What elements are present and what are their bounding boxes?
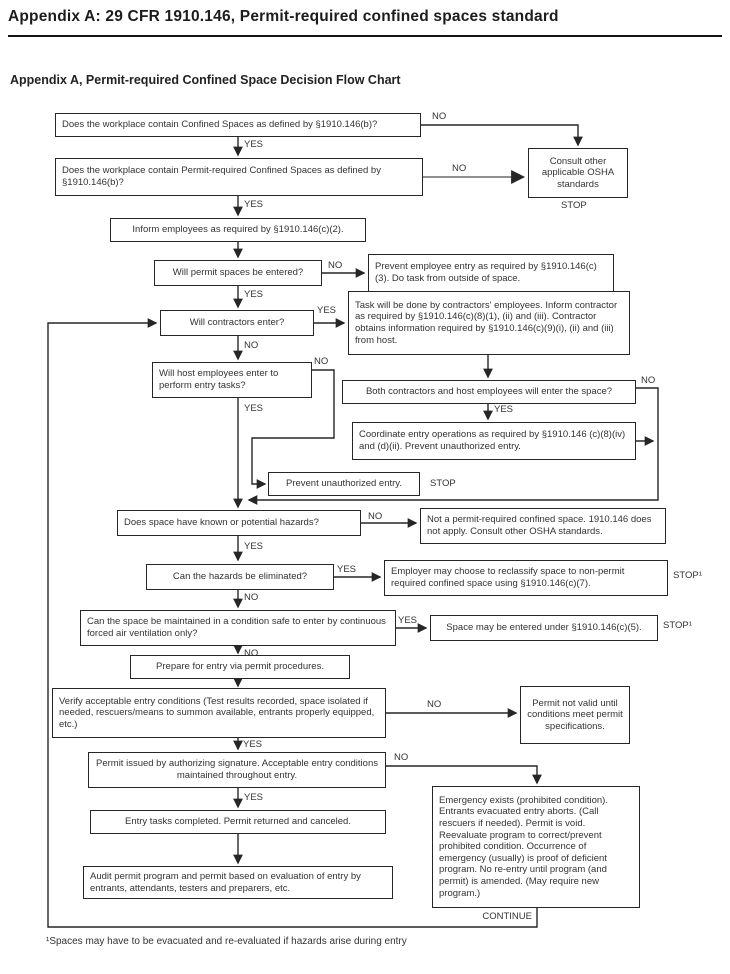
edge-label-no: NO — [328, 260, 343, 271]
node-not-permit-required: Not a permit-required confined space. 1910.146 does not apply. Consult other OSHA standards. — [420, 508, 666, 544]
edge-label-yes: YES — [317, 305, 337, 316]
edge-label-stop: STOP — [430, 478, 456, 489]
node-prevent-employee-entry: Prevent employee entry as required by §1910.146(c)(3). Do task from outside of space. — [368, 254, 614, 292]
edge-label-yes: YES — [244, 792, 264, 803]
node-q-permit-spaces-entered: Will permit spaces be entered? — [154, 260, 322, 286]
node-permit-not-valid: Permit not valid until conditions meet permit specifications. — [520, 686, 630, 744]
page-header — [8, 8, 722, 37]
node-entry-tasks-completed: Entry tasks completed. Permit returned and canceled. — [90, 810, 386, 834]
node-reclassify-non-permit: Employer may choose to reclassify space to non-permit required confined space using §1910.146(c)(7). — [384, 560, 668, 596]
edge-label-yes: YES — [244, 139, 264, 150]
edge-label-yes: YES — [398, 615, 418, 626]
footnote: ¹Spaces may have to be evacuated and re-evaluated if hazards arise during entry — [46, 936, 407, 947]
node-task-by-contractors: Task will be done by contractors' employees. Inform contractor as required by §1910.146(c)(8)(1), (ii) and (iii). Contractor obtains information required by §1910.146(c)(9)(i), (ii) and (iii) from host. — [348, 291, 630, 355]
node-q-hazards-eliminated: Can the hazards be eliminated? — [146, 564, 334, 590]
node-q-host-employees-enter: Will host employees enter to perform entry tasks? — [152, 362, 312, 398]
node-q-both-enter-space: Both contractors and host employees will enter the space? — [342, 380, 636, 404]
edge-label-no: NO — [244, 592, 259, 603]
edge-label-stop: STOP — [561, 200, 587, 211]
edge-label-no: NO — [314, 356, 329, 367]
node-space-entered-c5: Space may be entered under §1910.146(c)(5). — [430, 615, 658, 641]
edge-label-no: NO — [244, 648, 259, 659]
edge-label-no: NO — [427, 699, 442, 710]
node-consult-other-osha: Consult other applicable OSHA standards — [528, 148, 628, 198]
node-q-contractors-enter: Will contractors enter? — [160, 310, 314, 336]
edge-label-no: NO — [452, 163, 467, 174]
edge-label-yes: YES — [337, 564, 357, 575]
edge-label-continue: CONTINUE — [482, 911, 532, 922]
edge-label-yes: YES — [244, 289, 264, 300]
node-prepare-permit-procedures: Prepare for entry via permit procedures. — [130, 655, 350, 679]
edge-label-no: NO — [368, 511, 383, 522]
edge-label-yes: YES — [243, 739, 263, 750]
node-coordinate-entry: Coordinate entry operations as required by §1910.146 (c)(8)(iv) and (d)(ii). Prevent unauthorized entry. — [352, 422, 636, 460]
edge-label-no: NO — [244, 340, 259, 351]
node-prevent-unauthorized-entry: Prevent unauthorized entry. — [268, 472, 420, 496]
node-permit-issued: Permit issued by authorizing signature. Acceptable entry conditions maintained throughout entry. — [88, 752, 386, 788]
page-title: Appendix A: 29 CFR 1910.146, Permit-required confined spaces standard — [8, 8, 559, 25]
node-inform-employees: Inform employees as required by §1910.146(c)(2). — [110, 218, 366, 242]
node-emergency-exists: Emergency exists (prohibited condition). Entrants evacuated entry aborts. (Call rescuers if needed). Permit is void. Reevaluate program to correct/prevent prohibited condition. Occurrence of emergency (usually) is proof of deficient program. No re-entry until program (and permit) is amended. (May require new program.) — [432, 786, 640, 908]
edge-label-no: NO — [394, 752, 409, 763]
edge-label-stop1: STOP¹ — [663, 620, 692, 631]
edge-label-no: NO — [641, 375, 656, 386]
node-audit-permit-program: Audit permit program and permit based on evaluation of entry by entrants, attendants, testers and preparers, etc. — [83, 866, 393, 899]
chart-subtitle: Appendix A, Permit-required Confined Space Decision Flow Chart — [10, 73, 401, 87]
node-q-known-hazards: Does space have known or potential hazards? — [117, 510, 361, 536]
edge-label-no: NO — [432, 111, 447, 122]
edge-label-yes: YES — [244, 199, 264, 210]
edge-label-yes: YES — [494, 404, 514, 415]
edge-label-stop1: STOP¹ — [673, 570, 702, 581]
node-q-confined-spaces: Does the workplace contain Confined Spaces as defined by §1910.146(b)? — [55, 113, 421, 137]
node-q-permit-required-spaces: Does the workplace contain Permit-required Confined Spaces as defined by §1910.146(b)? — [55, 158, 423, 196]
edge-label-yes: YES — [244, 541, 264, 552]
edge-label-yes: YES — [244, 403, 264, 414]
node-verify-entry-conditions: Verify acceptable entry conditions (Test results recorded, space isolated if needed, rescuers/means to summon available, entrants properly equipped, etc.) — [52, 688, 386, 738]
node-q-forced-air-ventilation: Can the space be maintained in a condition safe to enter by continuous forced air ventilation only? — [80, 610, 396, 646]
